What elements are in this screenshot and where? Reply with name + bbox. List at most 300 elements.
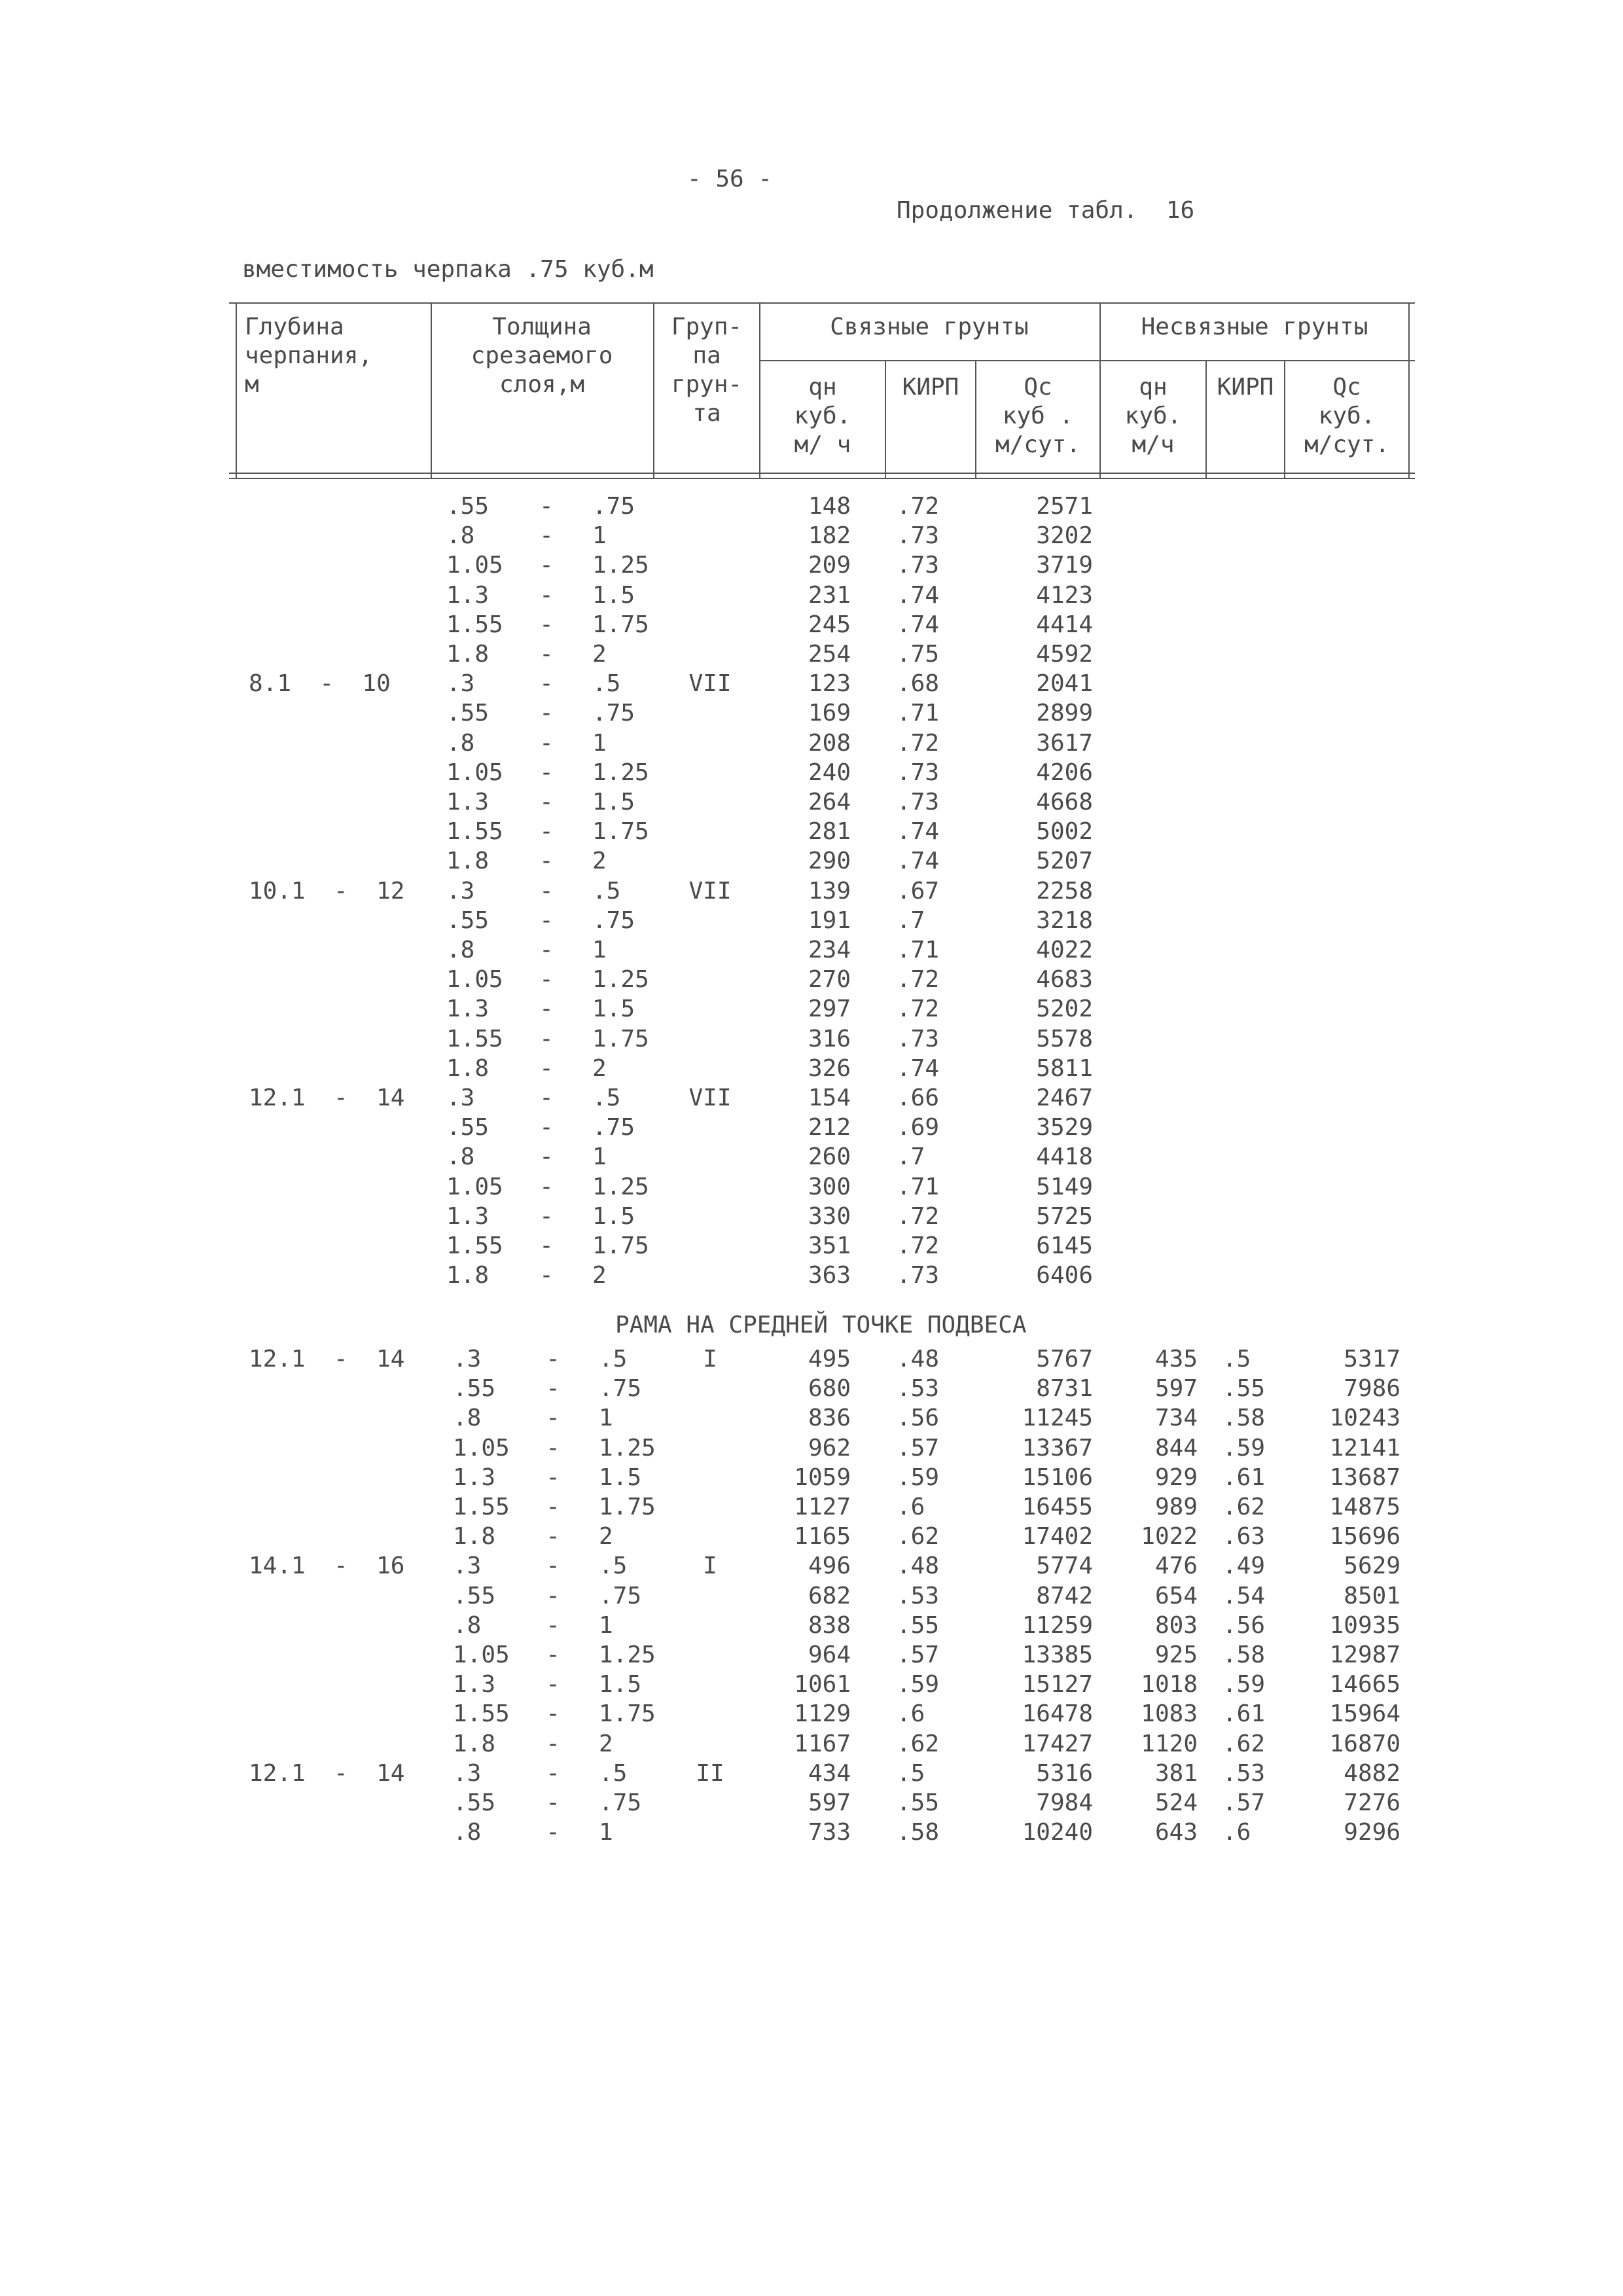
kirp-noncohesive-cell: .55 xyxy=(1222,1375,1266,1403)
qc-cohesive-cell: 3218 xyxy=(1036,906,1093,934)
qh-cohesive-cell: 1167 xyxy=(794,1730,851,1757)
thickness-to-cell: 1.25 xyxy=(599,1434,656,1462)
qh-cohesive-cell: 281 xyxy=(808,818,851,846)
kirp-cohesive-cell: .71 xyxy=(897,937,940,963)
qc-cohesive-cell: 5207 xyxy=(1036,848,1093,875)
range-dash-cell: - xyxy=(539,906,554,934)
qh-cohesive-cell: 209 xyxy=(808,552,851,579)
qh-cohesive-cell: 154 xyxy=(808,1085,851,1111)
range-dash-cell: - xyxy=(539,1143,554,1171)
range-dash-cell: - xyxy=(539,729,554,757)
qc-cohesive-cell: 7984 xyxy=(1036,1789,1093,1816)
thickness-to-cell: .75 xyxy=(592,1114,635,1141)
range-dash-cell: - xyxy=(539,937,554,963)
kirp-cohesive-cell: .48 xyxy=(897,1552,940,1580)
header-qh-noncohesive: qн куб. м/ч xyxy=(1124,374,1182,458)
qc-cohesive-cell: 2467 xyxy=(1036,1085,1093,1111)
range-dash-cell: - xyxy=(546,1405,560,1432)
thickness-to-cell: .75 xyxy=(599,1582,642,1609)
qh-cohesive-cell: 597 xyxy=(808,1789,851,1816)
range-dash-cell: - xyxy=(546,1641,560,1668)
qc-noncohesive-cell: 7276 xyxy=(1344,1789,1400,1816)
qc-cohesive-cell: 5578 xyxy=(1036,1025,1093,1052)
qh-cohesive-cell: 316 xyxy=(808,1025,851,1052)
table-continuation-label: Продолжение табл. 16 xyxy=(897,197,1195,224)
qc-cohesive-cell: 4418 xyxy=(1036,1143,1093,1171)
soil-group-cell: II xyxy=(696,1759,724,1787)
qh-cohesive-cell: 1127 xyxy=(794,1494,851,1520)
qc-noncohesive-cell: 14875 xyxy=(1329,1494,1400,1520)
kirp-cohesive-cell: .59 xyxy=(897,1463,940,1491)
kirp-cohesive-cell: .6 xyxy=(897,1700,925,1728)
thickness-to-cell: 1.5 xyxy=(592,1202,635,1230)
range-dash-cell: - xyxy=(539,789,554,816)
thickness-from-cell: .55 xyxy=(453,1375,496,1403)
thickness-from-cell: .55 xyxy=(446,1114,490,1141)
header-group: Груп- па грун- та xyxy=(671,314,743,427)
range-dash-cell: - xyxy=(539,966,554,994)
page-number: - 56 - xyxy=(687,166,773,192)
thickness-from-cell: 1.3 xyxy=(453,1463,496,1491)
thickness-to-cell: 1.5 xyxy=(592,996,635,1023)
range-dash-cell: - xyxy=(546,1789,560,1816)
kirp-cohesive-cell: .74 xyxy=(897,611,940,638)
qc-cohesive-cell: 13367 xyxy=(1022,1434,1093,1462)
qh-noncohesive-cell: 1120 xyxy=(1141,1730,1198,1757)
qh-cohesive-cell: 212 xyxy=(808,1114,851,1141)
qc-cohesive-cell: 6145 xyxy=(1036,1232,1093,1259)
thickness-to-cell: .75 xyxy=(592,493,635,520)
range-dash-cell: - xyxy=(539,493,554,520)
qc-noncohesive-cell: 5317 xyxy=(1344,1346,1400,1372)
thickness-to-cell: .5 xyxy=(599,1759,628,1787)
kirp-cohesive-cell: .72 xyxy=(897,1202,940,1230)
thickness-from-cell: 1.05 xyxy=(446,1173,503,1200)
qh-cohesive-cell: 682 xyxy=(808,1582,851,1609)
qh-cohesive-cell: 326 xyxy=(808,1054,851,1082)
range-dash-cell: - xyxy=(539,1114,554,1141)
qc-cohesive-cell: 6406 xyxy=(1036,1262,1093,1289)
qc-cohesive-cell: 8731 xyxy=(1036,1375,1093,1403)
qh-noncohesive-cell: 1022 xyxy=(1141,1523,1198,1551)
qh-cohesive-cell: 139 xyxy=(808,877,851,905)
kirp-noncohesive-cell: .61 xyxy=(1222,1463,1266,1491)
qh-cohesive-cell: 1059 xyxy=(794,1463,851,1491)
thickness-to-cell: .5 xyxy=(599,1552,628,1580)
thickness-from-cell: 1.55 xyxy=(446,818,503,846)
kirp-cohesive-cell: .72 xyxy=(897,996,940,1023)
kirp-cohesive-cell: .5 xyxy=(897,1759,925,1787)
thickness-to-cell: 1 xyxy=(599,1819,613,1846)
qc-cohesive-cell: 4022 xyxy=(1036,937,1093,963)
kirp-noncohesive-cell: .53 xyxy=(1222,1759,1266,1787)
kirp-cohesive-cell: .71 xyxy=(897,1173,940,1200)
qc-cohesive-cell: 2899 xyxy=(1036,700,1093,727)
qh-cohesive-cell: 962 xyxy=(808,1434,851,1462)
kirp-cohesive-cell: .66 xyxy=(897,1085,940,1111)
soil-group-cell: I xyxy=(703,1346,717,1372)
thickness-from-cell: 1.3 xyxy=(446,996,490,1023)
qh-cohesive-cell: 123 xyxy=(808,670,851,698)
qc-cohesive-cell: 11259 xyxy=(1022,1611,1093,1639)
thickness-from-cell: 1.05 xyxy=(453,1434,510,1462)
kirp-cohesive-cell: .69 xyxy=(897,1114,940,1141)
thickness-from-cell: 1.55 xyxy=(446,1232,503,1259)
qh-cohesive-cell: 231 xyxy=(808,581,851,609)
thickness-from-cell: 1.05 xyxy=(453,1641,510,1668)
thickness-from-cell: .55 xyxy=(446,700,490,727)
thickness-to-cell: .75 xyxy=(592,700,635,727)
qh-noncohesive-cell: 1083 xyxy=(1141,1700,1198,1728)
kirp-cohesive-cell: .74 xyxy=(897,1054,940,1082)
soil-group-cell: I xyxy=(703,1552,717,1580)
thickness-from-cell: .3 xyxy=(453,1552,482,1580)
qh-cohesive-cell: 254 xyxy=(808,641,851,668)
thickness-to-cell: 2 xyxy=(592,641,607,668)
thickness-from-cell: .8 xyxy=(453,1405,482,1432)
qc-noncohesive-cell: 16870 xyxy=(1329,1730,1400,1757)
kirp-cohesive-cell: .7 xyxy=(897,1143,925,1171)
range-dash-cell: - xyxy=(546,1700,560,1728)
thickness-to-cell: 1.25 xyxy=(592,759,649,786)
thickness-from-cell: 1.8 xyxy=(446,848,490,875)
soil-group-cell: VII xyxy=(688,1085,732,1111)
range-dash-cell: - xyxy=(539,700,554,727)
range-dash-cell: - xyxy=(539,522,554,550)
thickness-from-cell: 1.55 xyxy=(453,1700,510,1728)
qh-cohesive-cell: 1129 xyxy=(794,1700,851,1728)
qc-cohesive-cell: 10240 xyxy=(1022,1819,1093,1846)
qh-cohesive-cell: 351 xyxy=(808,1232,851,1259)
kirp-noncohesive-cell: .59 xyxy=(1222,1434,1266,1462)
thickness-from-cell: 1.8 xyxy=(446,641,490,668)
qh-noncohesive-cell: 925 xyxy=(1154,1641,1198,1668)
range-dash-cell: - xyxy=(546,1523,560,1551)
kirp-cohesive-cell: .57 xyxy=(897,1641,940,1668)
range-dash-cell: - xyxy=(539,1232,554,1259)
qh-noncohesive-cell: 803 xyxy=(1154,1611,1198,1639)
qh-noncohesive-cell: 929 xyxy=(1154,1463,1198,1491)
qc-cohesive-cell: 2041 xyxy=(1036,670,1093,698)
qc-cohesive-cell: 3617 xyxy=(1036,729,1093,757)
qh-noncohesive-cell: 381 xyxy=(1154,1759,1198,1787)
header-kirp-cohesive: КИРП xyxy=(902,374,959,401)
qh-cohesive-cell: 495 xyxy=(808,1346,851,1372)
range-dash-cell: - xyxy=(539,611,554,638)
thickness-to-cell: .5 xyxy=(592,877,621,905)
thickness-to-cell: 1.5 xyxy=(592,581,635,609)
thickness-to-cell: .75 xyxy=(599,1789,642,1816)
kirp-cohesive-cell: .74 xyxy=(897,818,940,846)
soil-group-cell: VII xyxy=(688,670,732,698)
kirp-cohesive-cell: .73 xyxy=(897,1262,940,1289)
kirp-cohesive-cell: .7 xyxy=(897,906,925,934)
qh-cohesive-cell: 260 xyxy=(808,1143,851,1171)
kirp-noncohesive-cell: .54 xyxy=(1222,1582,1266,1609)
range-dash-cell: - xyxy=(539,581,554,609)
thickness-from-cell: .55 xyxy=(453,1582,496,1609)
thickness-to-cell: .5 xyxy=(592,670,621,698)
thickness-from-cell: 1.8 xyxy=(453,1523,496,1551)
qc-noncohesive-cell: 13687 xyxy=(1329,1463,1400,1491)
thickness-to-cell: 2 xyxy=(592,1054,607,1082)
qc-cohesive-cell: 15106 xyxy=(1022,1463,1093,1491)
thickness-from-cell: .55 xyxy=(446,906,490,934)
thickness-from-cell: .3 xyxy=(446,670,475,698)
kirp-noncohesive-cell: .57 xyxy=(1222,1789,1266,1816)
range-dash-cell: - xyxy=(539,996,554,1023)
qc-cohesive-cell: 5767 xyxy=(1036,1346,1093,1372)
qh-noncohesive-cell: 1018 xyxy=(1141,1671,1198,1698)
qc-cohesive-cell: 3529 xyxy=(1036,1114,1093,1141)
thickness-to-cell: .5 xyxy=(599,1346,628,1372)
kirp-cohesive-cell: .75 xyxy=(897,641,940,668)
kirp-cohesive-cell: .55 xyxy=(897,1611,940,1639)
kirp-cohesive-cell: .55 xyxy=(897,1789,940,1816)
thickness-from-cell: 1.3 xyxy=(446,789,490,816)
qh-cohesive-cell: 838 xyxy=(808,1611,851,1639)
header-qh-cohesive: qн куб. м/ ч xyxy=(794,374,851,458)
qh-cohesive-cell: 330 xyxy=(808,1202,851,1230)
qh-cohesive-cell: 290 xyxy=(808,848,851,875)
qc-noncohesive-cell: 12141 xyxy=(1329,1434,1400,1462)
qc-cohesive-cell: 5202 xyxy=(1036,996,1093,1023)
range-dash-cell: - xyxy=(546,1552,560,1580)
kirp-cohesive-cell: .6 xyxy=(897,1494,925,1520)
qh-cohesive-cell: 733 xyxy=(808,1819,851,1846)
qc-cohesive-cell: 4414 xyxy=(1036,611,1093,638)
range-dash-cell: - xyxy=(539,1025,554,1052)
thickness-from-cell: 1.05 xyxy=(446,552,503,579)
range-dash-cell: - xyxy=(539,641,554,668)
range-dash-cell: - xyxy=(539,818,554,846)
qc-cohesive-cell: 3719 xyxy=(1036,552,1093,579)
thickness-to-cell: 1.75 xyxy=(592,1232,649,1259)
qc-noncohesive-cell: 4882 xyxy=(1344,1759,1400,1787)
kirp-cohesive-cell: .53 xyxy=(897,1375,940,1403)
thickness-from-cell: .55 xyxy=(446,493,490,520)
depth-range-cell: 14.1 - 16 xyxy=(249,1552,405,1580)
thickness-to-cell: 1.5 xyxy=(592,789,635,816)
qc-cohesive-cell: 13385 xyxy=(1022,1641,1093,1668)
bucket-capacity-label: вместимость черпака .75 куб.м xyxy=(242,256,654,283)
kirp-cohesive-cell: .57 xyxy=(897,1434,940,1462)
range-dash-cell: - xyxy=(539,1054,554,1082)
qc-noncohesive-cell: 15696 xyxy=(1329,1523,1400,1551)
qc-noncohesive-cell: 9296 xyxy=(1344,1819,1400,1846)
depth-range-cell: 12.1 - 14 xyxy=(249,1085,405,1111)
qh-noncohesive-cell: 597 xyxy=(1154,1375,1198,1403)
qh-noncohesive-cell: 435 xyxy=(1154,1346,1198,1372)
qh-cohesive-cell: 264 xyxy=(808,789,851,816)
thickness-to-cell: 2 xyxy=(592,848,607,875)
qh-cohesive-cell: 680 xyxy=(808,1375,851,1403)
range-dash-cell: - xyxy=(546,1346,560,1372)
range-dash-cell: - xyxy=(546,1582,560,1609)
header-qc-noncohesive: Qc куб. м/сут. xyxy=(1304,374,1390,458)
qh-noncohesive-cell: 476 xyxy=(1154,1552,1198,1580)
qh-cohesive-cell: 270 xyxy=(808,966,851,994)
range-dash-cell: - xyxy=(539,1173,554,1200)
qc-noncohesive-cell: 10243 xyxy=(1329,1405,1400,1432)
kirp-cohesive-cell: .73 xyxy=(897,552,940,579)
kirp-noncohesive-cell: .6 xyxy=(1222,1819,1251,1846)
qh-cohesive-cell: 836 xyxy=(808,1405,851,1432)
thickness-from-cell: .3 xyxy=(453,1759,482,1787)
kirp-cohesive-cell: .68 xyxy=(897,670,940,698)
qh-cohesive-cell: 191 xyxy=(808,906,851,934)
kirp-cohesive-cell: .62 xyxy=(897,1523,940,1551)
thickness-to-cell: 1.75 xyxy=(592,1025,649,1052)
qc-noncohesive-cell: 5629 xyxy=(1344,1552,1400,1580)
qh-cohesive-cell: 1061 xyxy=(794,1671,851,1698)
qc-cohesive-cell: 4668 xyxy=(1036,789,1093,816)
range-dash-cell: - xyxy=(546,1759,560,1787)
qh-noncohesive-cell: 734 xyxy=(1154,1405,1198,1432)
qc-cohesive-cell: 8742 xyxy=(1036,1582,1093,1609)
section-title: РАМА НА СРЕДНЕЙ ТОЧКЕ ПОДВЕСА xyxy=(615,1312,1027,1338)
thickness-from-cell: .8 xyxy=(446,1143,475,1171)
qh-cohesive-cell: 182 xyxy=(808,522,851,550)
qc-noncohesive-cell: 8501 xyxy=(1344,1582,1400,1609)
qc-noncohesive-cell: 10935 xyxy=(1329,1611,1400,1639)
kirp-noncohesive-cell: .56 xyxy=(1222,1611,1266,1639)
qh-cohesive-cell: 169 xyxy=(808,700,851,727)
thickness-from-cell: .3 xyxy=(453,1346,482,1372)
kirp-cohesive-cell: .73 xyxy=(897,522,940,550)
soil-group-cell: VII xyxy=(688,877,732,905)
qc-cohesive-cell: 16455 xyxy=(1022,1494,1093,1520)
thickness-to-cell: .75 xyxy=(592,906,635,934)
thickness-to-cell: 1 xyxy=(592,522,607,550)
thickness-to-cell: 1 xyxy=(599,1611,613,1639)
kirp-cohesive-cell: .67 xyxy=(897,877,940,905)
kirp-cohesive-cell: .74 xyxy=(897,848,940,875)
kirp-cohesive-cell: .73 xyxy=(897,789,940,816)
thickness-from-cell: .8 xyxy=(446,937,475,963)
thickness-to-cell: 1 xyxy=(592,937,607,963)
range-dash-cell: - xyxy=(546,1730,560,1757)
kirp-cohesive-cell: .73 xyxy=(897,759,940,786)
qc-cohesive-cell: 4206 xyxy=(1036,759,1093,786)
kirp-cohesive-cell: .58 xyxy=(897,1819,940,1846)
thickness-from-cell: 1.05 xyxy=(446,966,503,994)
range-dash-cell: - xyxy=(546,1819,560,1846)
thickness-from-cell: .8 xyxy=(453,1611,482,1639)
qc-cohesive-cell: 4123 xyxy=(1036,581,1093,609)
depth-range-cell: 12.1 - 14 xyxy=(249,1759,405,1787)
qc-cohesive-cell: 2258 xyxy=(1036,877,1093,905)
kirp-noncohesive-cell: .63 xyxy=(1222,1523,1266,1551)
thickness-to-cell: 1.5 xyxy=(599,1463,642,1491)
thickness-from-cell: .8 xyxy=(446,729,475,757)
qc-cohesive-cell: 5149 xyxy=(1036,1173,1093,1200)
thickness-from-cell: 1.05 xyxy=(446,759,503,786)
qc-cohesive-cell: 3202 xyxy=(1036,522,1093,550)
range-dash-cell: - xyxy=(546,1463,560,1491)
header-kirp-noncohesive: КИРП xyxy=(1217,374,1274,401)
kirp-cohesive-cell: .73 xyxy=(897,1025,940,1052)
qc-cohesive-cell: 5811 xyxy=(1036,1054,1093,1082)
qh-noncohesive-cell: 524 xyxy=(1154,1789,1198,1816)
qh-cohesive-cell: 434 xyxy=(808,1759,851,1787)
qh-cohesive-cell: 297 xyxy=(808,996,851,1023)
thickness-from-cell: 1.3 xyxy=(453,1671,496,1698)
kirp-cohesive-cell: .71 xyxy=(897,700,940,727)
kirp-noncohesive-cell: .5 xyxy=(1222,1346,1251,1372)
range-dash-cell: - xyxy=(539,877,554,905)
range-dash-cell: - xyxy=(546,1434,560,1462)
range-dash-cell: - xyxy=(546,1375,560,1403)
thickness-from-cell: 1.55 xyxy=(446,611,503,638)
thickness-to-cell: 2 xyxy=(599,1730,613,1757)
header-noncohesive-soils: Несвязные грунты xyxy=(1141,314,1368,340)
depth-range-cell: 10.1 - 12 xyxy=(249,877,405,905)
header-qc-cohesive: Qc куб . м/сут. xyxy=(995,374,1081,458)
kirp-noncohesive-cell: .58 xyxy=(1222,1641,1266,1668)
qh-cohesive-cell: 148 xyxy=(808,493,851,520)
kirp-noncohesive-cell: .62 xyxy=(1222,1730,1266,1757)
kirp-cohesive-cell: .74 xyxy=(897,581,940,609)
kirp-cohesive-cell: .72 xyxy=(897,966,940,994)
thickness-from-cell: 1.8 xyxy=(446,1054,490,1082)
thickness-from-cell: .8 xyxy=(453,1819,482,1846)
thickness-from-cell: .55 xyxy=(453,1789,496,1816)
qc-noncohesive-cell: 14665 xyxy=(1329,1671,1400,1698)
thickness-from-cell: .8 xyxy=(446,522,475,550)
qh-cohesive-cell: 1165 xyxy=(794,1523,851,1551)
qc-noncohesive-cell: 12987 xyxy=(1329,1641,1400,1668)
qc-cohesive-cell: 17402 xyxy=(1022,1523,1093,1551)
qc-cohesive-cell: 5774 xyxy=(1036,1552,1093,1580)
range-dash-cell: - xyxy=(546,1611,560,1639)
thickness-from-cell: .3 xyxy=(446,877,475,905)
thickness-from-cell: 1.3 xyxy=(446,581,490,609)
thickness-to-cell: .5 xyxy=(592,1085,621,1111)
qc-cohesive-cell: 15127 xyxy=(1022,1671,1093,1698)
kirp-noncohesive-cell: .61 xyxy=(1222,1700,1266,1728)
thickness-from-cell: 1.3 xyxy=(446,1202,490,1230)
thickness-to-cell: 1.25 xyxy=(592,966,649,994)
kirp-cohesive-cell: .72 xyxy=(897,493,940,520)
qc-cohesive-cell: 4683 xyxy=(1036,966,1093,994)
qh-cohesive-cell: 496 xyxy=(808,1552,851,1580)
thickness-to-cell: 1.75 xyxy=(592,818,649,846)
kirp-cohesive-cell: .72 xyxy=(897,729,940,757)
thickness-to-cell: .75 xyxy=(599,1375,642,1403)
qc-cohesive-cell: 5316 xyxy=(1036,1759,1093,1787)
qh-cohesive-cell: 234 xyxy=(808,937,851,963)
qc-cohesive-cell: 5002 xyxy=(1036,818,1093,846)
depth-range-cell: 12.1 - 14 xyxy=(249,1346,405,1372)
qh-cohesive-cell: 300 xyxy=(808,1173,851,1200)
kirp-cohesive-cell: .59 xyxy=(897,1671,940,1698)
kirp-cohesive-cell: .62 xyxy=(897,1730,940,1757)
thickness-to-cell: 1.25 xyxy=(592,552,649,579)
thickness-to-cell: 1.75 xyxy=(599,1700,656,1728)
kirp-cohesive-cell: .53 xyxy=(897,1582,940,1609)
thickness-from-cell: 1.8 xyxy=(453,1730,496,1757)
range-dash-cell: - xyxy=(539,1202,554,1230)
thickness-to-cell: 2 xyxy=(592,1262,607,1289)
qh-cohesive-cell: 363 xyxy=(808,1262,851,1289)
kirp-cohesive-cell: .72 xyxy=(897,1232,940,1259)
thickness-from-cell: 1.55 xyxy=(453,1494,510,1520)
thickness-to-cell: 1 xyxy=(599,1405,613,1432)
thickness-to-cell: 2 xyxy=(599,1523,613,1551)
qc-cohesive-cell: 4592 xyxy=(1036,641,1093,668)
qh-noncohesive-cell: 654 xyxy=(1154,1582,1198,1609)
